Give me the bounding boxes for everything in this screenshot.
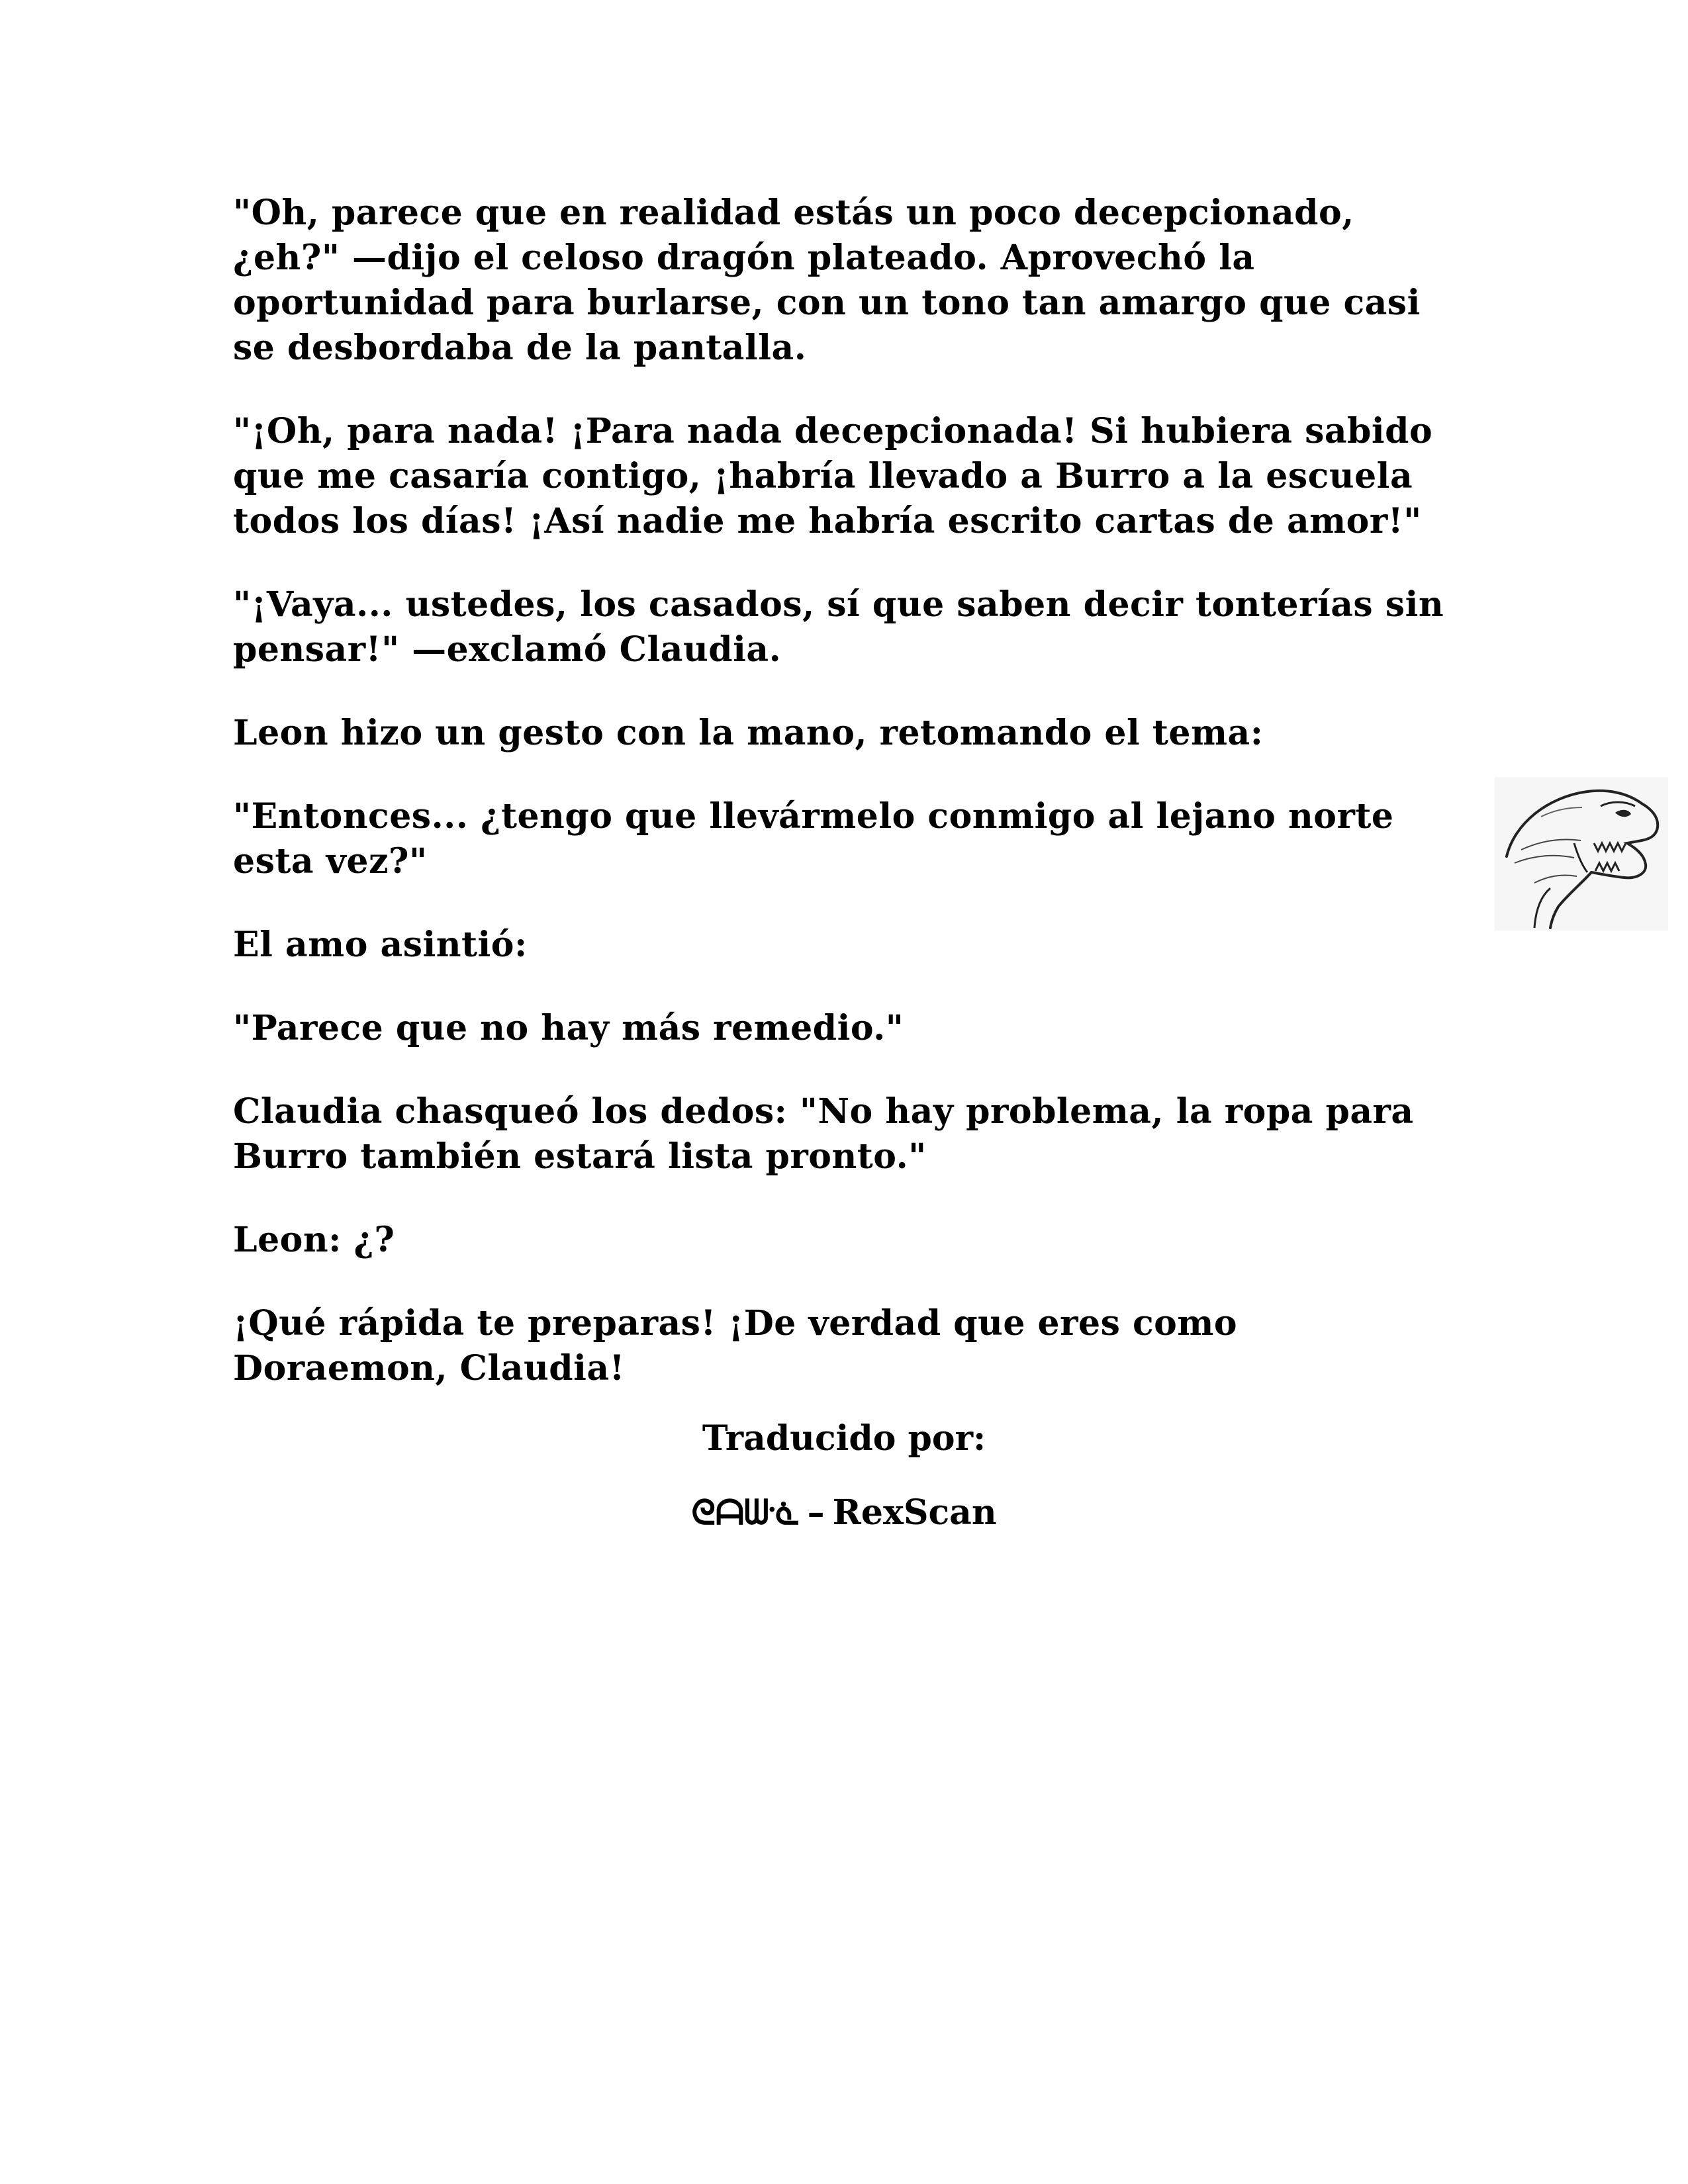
- credits-label: Traducido por:: [702, 1418, 986, 1459]
- story-text: [233, 191, 1458, 1430]
- paragraph: El amo asintió:: [233, 925, 528, 965]
- credits-names: [0, 1490, 1688, 1535]
- paragraph: Leon hizo un gesto con la mano, retomando el tema:: [233, 713, 1264, 753]
- paragraph: "¡Oh, para nada! ¡Para nada decepcionada! Si hubiera sabido que me casaría contigo, ¡habría llevado a Burro a la escuela todos los días! ¡Así nadie me habría escrito cartas de amor!": [233, 411, 1433, 541]
- paragraph: "Oh, parece que en realidad estás un poco decepcionado, ¿eh?" —dijo el celoso dragón plateado. Aprovechó la oportunidad para burlarse, con un tono tan amargo que casi se desbordaba de la pantalla.: [233, 193, 1421, 368]
- translator-name: ᘓᗩᗯᓍ: [691, 1492, 800, 1533]
- credits-separator: –: [807, 1492, 825, 1533]
- paragraph: "Parece que no hay más remedio.": [233, 1008, 904, 1048]
- paragraph: "¡Vaya... ustedes, los casados, sí que saben decir tonterías sin pensar!" —exclamó Claudia.: [233, 584, 1444, 670]
- paragraph: ¡Qué rápida te preparas! ¡De verdad que eres como Doraemon, Claudia!: [233, 1303, 1238, 1388]
- dinosaur-head-icon: [1495, 777, 1668, 931]
- group-name: RexScan: [832, 1492, 997, 1533]
- paragraph: Claudia chasqueó los dedos: "No hay problema, la ropa para Burro también estará lista pronto.": [233, 1091, 1414, 1177]
- paragraph: Leon: ¿?: [233, 1220, 395, 1260]
- paragraph: "Entonces... ¿tengo que llevármelo conmigo al lejano norte esta vez?": [233, 796, 1394, 882]
